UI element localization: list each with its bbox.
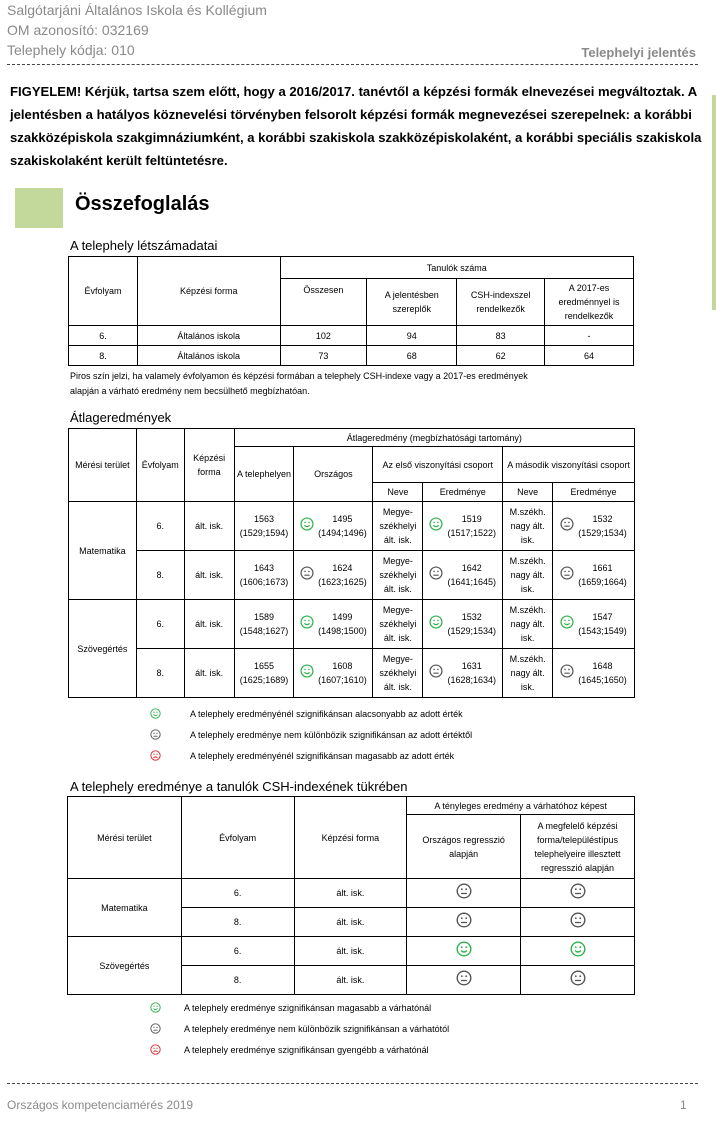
cell-grade: 6.: [136, 502, 184, 551]
smiley-green-icon: [429, 615, 443, 633]
averages-legend: [150, 706, 570, 769]
smiley-green-icon: [570, 941, 586, 961]
side-marker: [712, 95, 716, 310]
site-ci: (1529;1594): [239, 528, 289, 538]
om-id: OM azonosító: 032169: [7, 22, 149, 38]
cell-matching-reg: [521, 937, 635, 966]
table-row: [69, 649, 635, 698]
averages-title: Átlageredmények: [70, 410, 172, 425]
neutral-gray-icon: [300, 566, 314, 584]
cell-grade: 8.: [136, 649, 184, 698]
cell-group2-result: [553, 600, 635, 649]
smiley-green-icon: [150, 1002, 161, 1015]
cell-form: ált. isk.: [184, 502, 234, 551]
col-g1-name: Neve: [373, 483, 423, 502]
cell-group2-result: [553, 649, 635, 698]
group1-ci: (1628;1634): [447, 675, 496, 685]
col-avg: Átlageredmény (megbízhatósági tartomány): [234, 429, 634, 447]
frown-red-icon: [150, 1044, 161, 1057]
national-ci: (1623;1625): [318, 577, 367, 587]
table-row: [69, 326, 634, 346]
neutral-gray-icon: [456, 970, 472, 990]
legend-item: [150, 727, 570, 748]
col-site: A telephelyen: [234, 447, 294, 502]
col-form: Képzési forma: [184, 429, 234, 502]
csh-table: [67, 796, 635, 995]
neutral-gray-icon: [429, 566, 443, 584]
site-value: 1563: [254, 514, 275, 524]
neutral-gray-icon: [560, 517, 574, 535]
legend-text: A telephely eredménye nem különbözik szignifikánsan a várhatótól: [184, 1024, 450, 1034]
legend-item: [150, 748, 570, 769]
cell-form: ált. isk.: [294, 908, 407, 937]
legend-text: A telephely eredményénél szignifikánsan alacsonyabb az adott érték: [190, 709, 463, 719]
cell-grade: 8.: [69, 346, 138, 366]
smiley-green-icon: [429, 517, 443, 535]
cell-national-reg: [407, 879, 521, 908]
site-value: 1655: [254, 661, 275, 671]
cell-group1-name: Megye-székhelyi ált. isk.: [373, 600, 423, 649]
group2-value: 1532: [592, 514, 613, 524]
smiley-green-icon: [300, 664, 314, 682]
group2-value: 1661: [592, 563, 613, 573]
legend-item: [150, 1042, 570, 1063]
cell-group1-name: Megye-székhelyi ált. isk.: [373, 502, 423, 551]
site-value: 1643: [254, 563, 275, 573]
group1-value: 1631: [461, 661, 482, 671]
cell-group2-result: [553, 502, 635, 551]
cell-group1-name: Megye-székhelyi ált. isk.: [373, 551, 423, 600]
cell-2017: -: [545, 326, 634, 346]
col-g2-result: Eredménye: [553, 483, 635, 502]
warning-text: FIGYELEM! Kérjük, tartsa szem előtt, hogy a 2016/2017. tanévtől a képzési formák elnevezései megváltoztak. A jelentésben a hatályos köznevelési törvényben felsorolt képzési formák megnevezései szerepelnek: a korábbi szakközépiskola szakgimnáziumként, a korábbi szakiskola szakközépiskolaként, a korábbi speciális szakiskola szakiskolaként került feltüntetésre.: [10, 84, 702, 168]
smiley-green-icon: [456, 941, 472, 961]
cell-area: Matematika: [68, 879, 182, 937]
smiley-green-icon: [300, 517, 314, 535]
col-csh: CSH-indexszel rendelkezők: [457, 279, 545, 326]
national-ci: (1607;1610): [318, 675, 367, 685]
smiley-green-icon: [300, 615, 314, 633]
col-in-report: A jelentésben szereplők: [367, 279, 457, 326]
col-grade: Évfolyam: [69, 257, 138, 326]
cell-total: 102: [280, 326, 367, 346]
group1-value: 1532: [461, 612, 482, 622]
cell-national-reg: [407, 937, 521, 966]
cell-group2-name: M.székh. nagy ált. isk.: [503, 551, 553, 600]
headcount-title: A telephely létszámadatai: [70, 238, 218, 253]
cell-site: [234, 649, 294, 698]
smiley-green-icon: [560, 615, 574, 633]
col-area: Mérési terület: [69, 429, 137, 502]
frown-red-icon: [150, 750, 161, 763]
cell-form: ált. isk.: [294, 879, 407, 908]
site-ci: (1548;1627): [239, 626, 289, 636]
group1-value: 1519: [461, 514, 482, 524]
cell-group1-result: [423, 551, 503, 600]
col-2017: A 2017-es eredménnyel is rendelkezők: [545, 279, 634, 326]
cell-grade: 6.: [181, 879, 294, 908]
cell-group1-result: [423, 649, 503, 698]
col-g2-name: Neve: [503, 483, 553, 502]
col-grade: Évfolyam: [181, 797, 294, 879]
col-actual: A tényleges eredmény a várhatóhoz képest: [407, 797, 635, 815]
cell-area: Szövegértés: [69, 600, 137, 698]
cell-total: 73: [280, 346, 367, 366]
cell-group2-name: M.székh. nagy ált. isk.: [503, 502, 553, 551]
group2-ci: (1645;1650): [578, 675, 627, 685]
cell-national-reg: [407, 966, 521, 995]
cell-csh: 83: [457, 326, 545, 346]
cell-csh: 62: [457, 346, 545, 366]
table-row: [69, 600, 635, 649]
cell-group1-result: [423, 502, 503, 551]
national-value: 1608: [332, 661, 353, 671]
cell-national-result: [294, 649, 373, 698]
group2-ci: (1543;1549): [578, 626, 627, 636]
group1-ci: (1529;1534): [447, 626, 496, 636]
legend-item: [150, 1000, 570, 1021]
group2-ci: (1529;1534): [578, 528, 627, 538]
header-divider: [7, 64, 698, 65]
national-value: 1624: [332, 563, 353, 573]
group2-value: 1547: [592, 612, 613, 622]
legend-item: [150, 706, 570, 727]
neutral-gray-icon: [456, 883, 472, 903]
cell-matching-reg: [521, 879, 635, 908]
cell-group1-name: Megye-székhelyi ált. isk.: [373, 649, 423, 698]
csh-title: A telephely eredménye a tanulók CSH-indexének tükrében: [70, 779, 408, 794]
group1-ci: (1517;1522): [447, 528, 496, 538]
cell-area: Szövegértés: [68, 937, 182, 995]
cell-grade: 8.: [181, 966, 294, 995]
cell-2017: 64: [545, 346, 634, 366]
site-ci: (1606;1673): [239, 577, 289, 587]
headcount-table: [68, 256, 634, 366]
table-row: [69, 551, 635, 600]
cell-grade: 6.: [69, 326, 138, 346]
col-group2: A második viszonyítási csoport: [503, 447, 635, 483]
national-ci: (1498;1500): [318, 626, 367, 636]
cell-site: [234, 600, 294, 649]
cell-in-report: 68: [367, 346, 457, 366]
csh-legend: [150, 1000, 570, 1063]
footer-text: Országos kompetenciamérés 2019: [7, 1098, 194, 1112]
cell-form: ált. isk.: [294, 937, 407, 966]
neutral-gray-icon: [150, 729, 161, 742]
col-g1-result: Eredménye: [423, 483, 503, 502]
neutral-gray-icon: [150, 1023, 161, 1036]
cell-matching-reg: [521, 908, 635, 937]
national-value: 1495: [332, 514, 353, 524]
neutral-gray-icon: [570, 912, 586, 932]
averages-table: [68, 428, 635, 698]
cell-site: [234, 502, 294, 551]
cell-form: ált. isk.: [184, 600, 234, 649]
headcount-note: Piros szín jelzi, ha valamely évfolyamon és képzési formában a telephely CSH-indexe vagy a 2017-es eredmények alapján a várható eredmény nem becsülhető megbízhatóan.: [70, 371, 528, 396]
section-title: Összefoglalás: [75, 193, 210, 215]
legend-text: A telephely eredménye szignifikánsan gyengébb a várhatónál: [184, 1045, 429, 1055]
table-row: [68, 937, 635, 966]
neutral-gray-icon: [560, 566, 574, 584]
neutral-gray-icon: [560, 664, 574, 682]
cell-national-result: [294, 502, 373, 551]
cell-grade: 6.: [136, 600, 184, 649]
school-name: Salgótarjáni Általános Iskola és Kollégium: [7, 2, 267, 18]
cell-in-report: 94: [367, 326, 457, 346]
table-row: [68, 879, 635, 908]
cell-group2-result: [553, 551, 635, 600]
cell-area: Matematika: [69, 502, 137, 600]
cell-group2-name: M.székh. nagy ált. isk.: [503, 600, 553, 649]
report-type: Telephelyi jelentés: [581, 45, 696, 60]
page-number: 1: [680, 1098, 687, 1112]
cell-site: [234, 551, 294, 600]
col-form: Képzési forma: [294, 797, 407, 879]
section-marker: [15, 188, 63, 228]
cell-national-result: [294, 551, 373, 600]
cell-form: ált. isk.: [184, 649, 234, 698]
col-form: Képzési forma: [137, 257, 280, 326]
cell-form: ált. isk.: [184, 551, 234, 600]
cell-national-result: [294, 600, 373, 649]
national-value: 1499: [332, 612, 353, 622]
neutral-gray-icon: [456, 912, 472, 932]
col-national: Országos: [294, 447, 373, 502]
cell-grade: 6.: [181, 937, 294, 966]
group1-ci: (1641;1645): [447, 577, 496, 587]
cell-grade: 8.: [136, 551, 184, 600]
cell-matching-reg: [521, 966, 635, 995]
site-ci: (1625;1689): [239, 675, 289, 685]
smiley-green-icon: [150, 708, 161, 721]
col-group1: Az első viszonyítási csoport: [373, 447, 503, 483]
neutral-gray-icon: [570, 970, 586, 990]
table-row: [69, 502, 635, 551]
cell-grade: 8.: [181, 908, 294, 937]
legend-text: A telephely eredménye nem különbözik szignifikánsan az adott értéktől: [190, 730, 473, 740]
site-value: 1589: [254, 612, 275, 622]
national-ci: (1494;1496): [318, 528, 367, 538]
group2-ci: (1659;1664): [578, 577, 627, 587]
group1-value: 1642: [461, 563, 482, 573]
neutral-gray-icon: [570, 883, 586, 903]
legend-text: A telephely eredményénél szignifikánsan magasabb az adott érték: [190, 751, 455, 761]
site-code: Telephely kódja: 010: [7, 42, 135, 58]
col-students: Tanulók száma: [280, 257, 633, 279]
neutral-gray-icon: [429, 664, 443, 682]
cell-form: ált. isk.: [294, 966, 407, 995]
cell-form: Általános iskola: [137, 326, 280, 346]
cell-group2-name: M.székh. nagy ált. isk.: [503, 649, 553, 698]
col-total: Összesen: [280, 279, 367, 326]
legend-text: A telephely eredménye szignifikánsan magasabb a várhatónál: [184, 1003, 432, 1013]
legend-item: [150, 1021, 570, 1042]
cell-form: Általános iskola: [137, 346, 280, 366]
col-national-reg: Országos regresszió alapján: [407, 815, 521, 879]
col-area: Mérési terület: [68, 797, 182, 879]
col-matching-reg: A megfelelő képzési forma/településtípus telephelyeire illesztett regresszió alapján: [521, 815, 635, 879]
col-grade: Évfolyam: [136, 429, 184, 502]
cell-national-reg: [407, 908, 521, 937]
group2-value: 1648: [592, 661, 613, 671]
table-row: [69, 346, 634, 366]
cell-group1-result: [423, 600, 503, 649]
footer-divider: [7, 1083, 698, 1084]
